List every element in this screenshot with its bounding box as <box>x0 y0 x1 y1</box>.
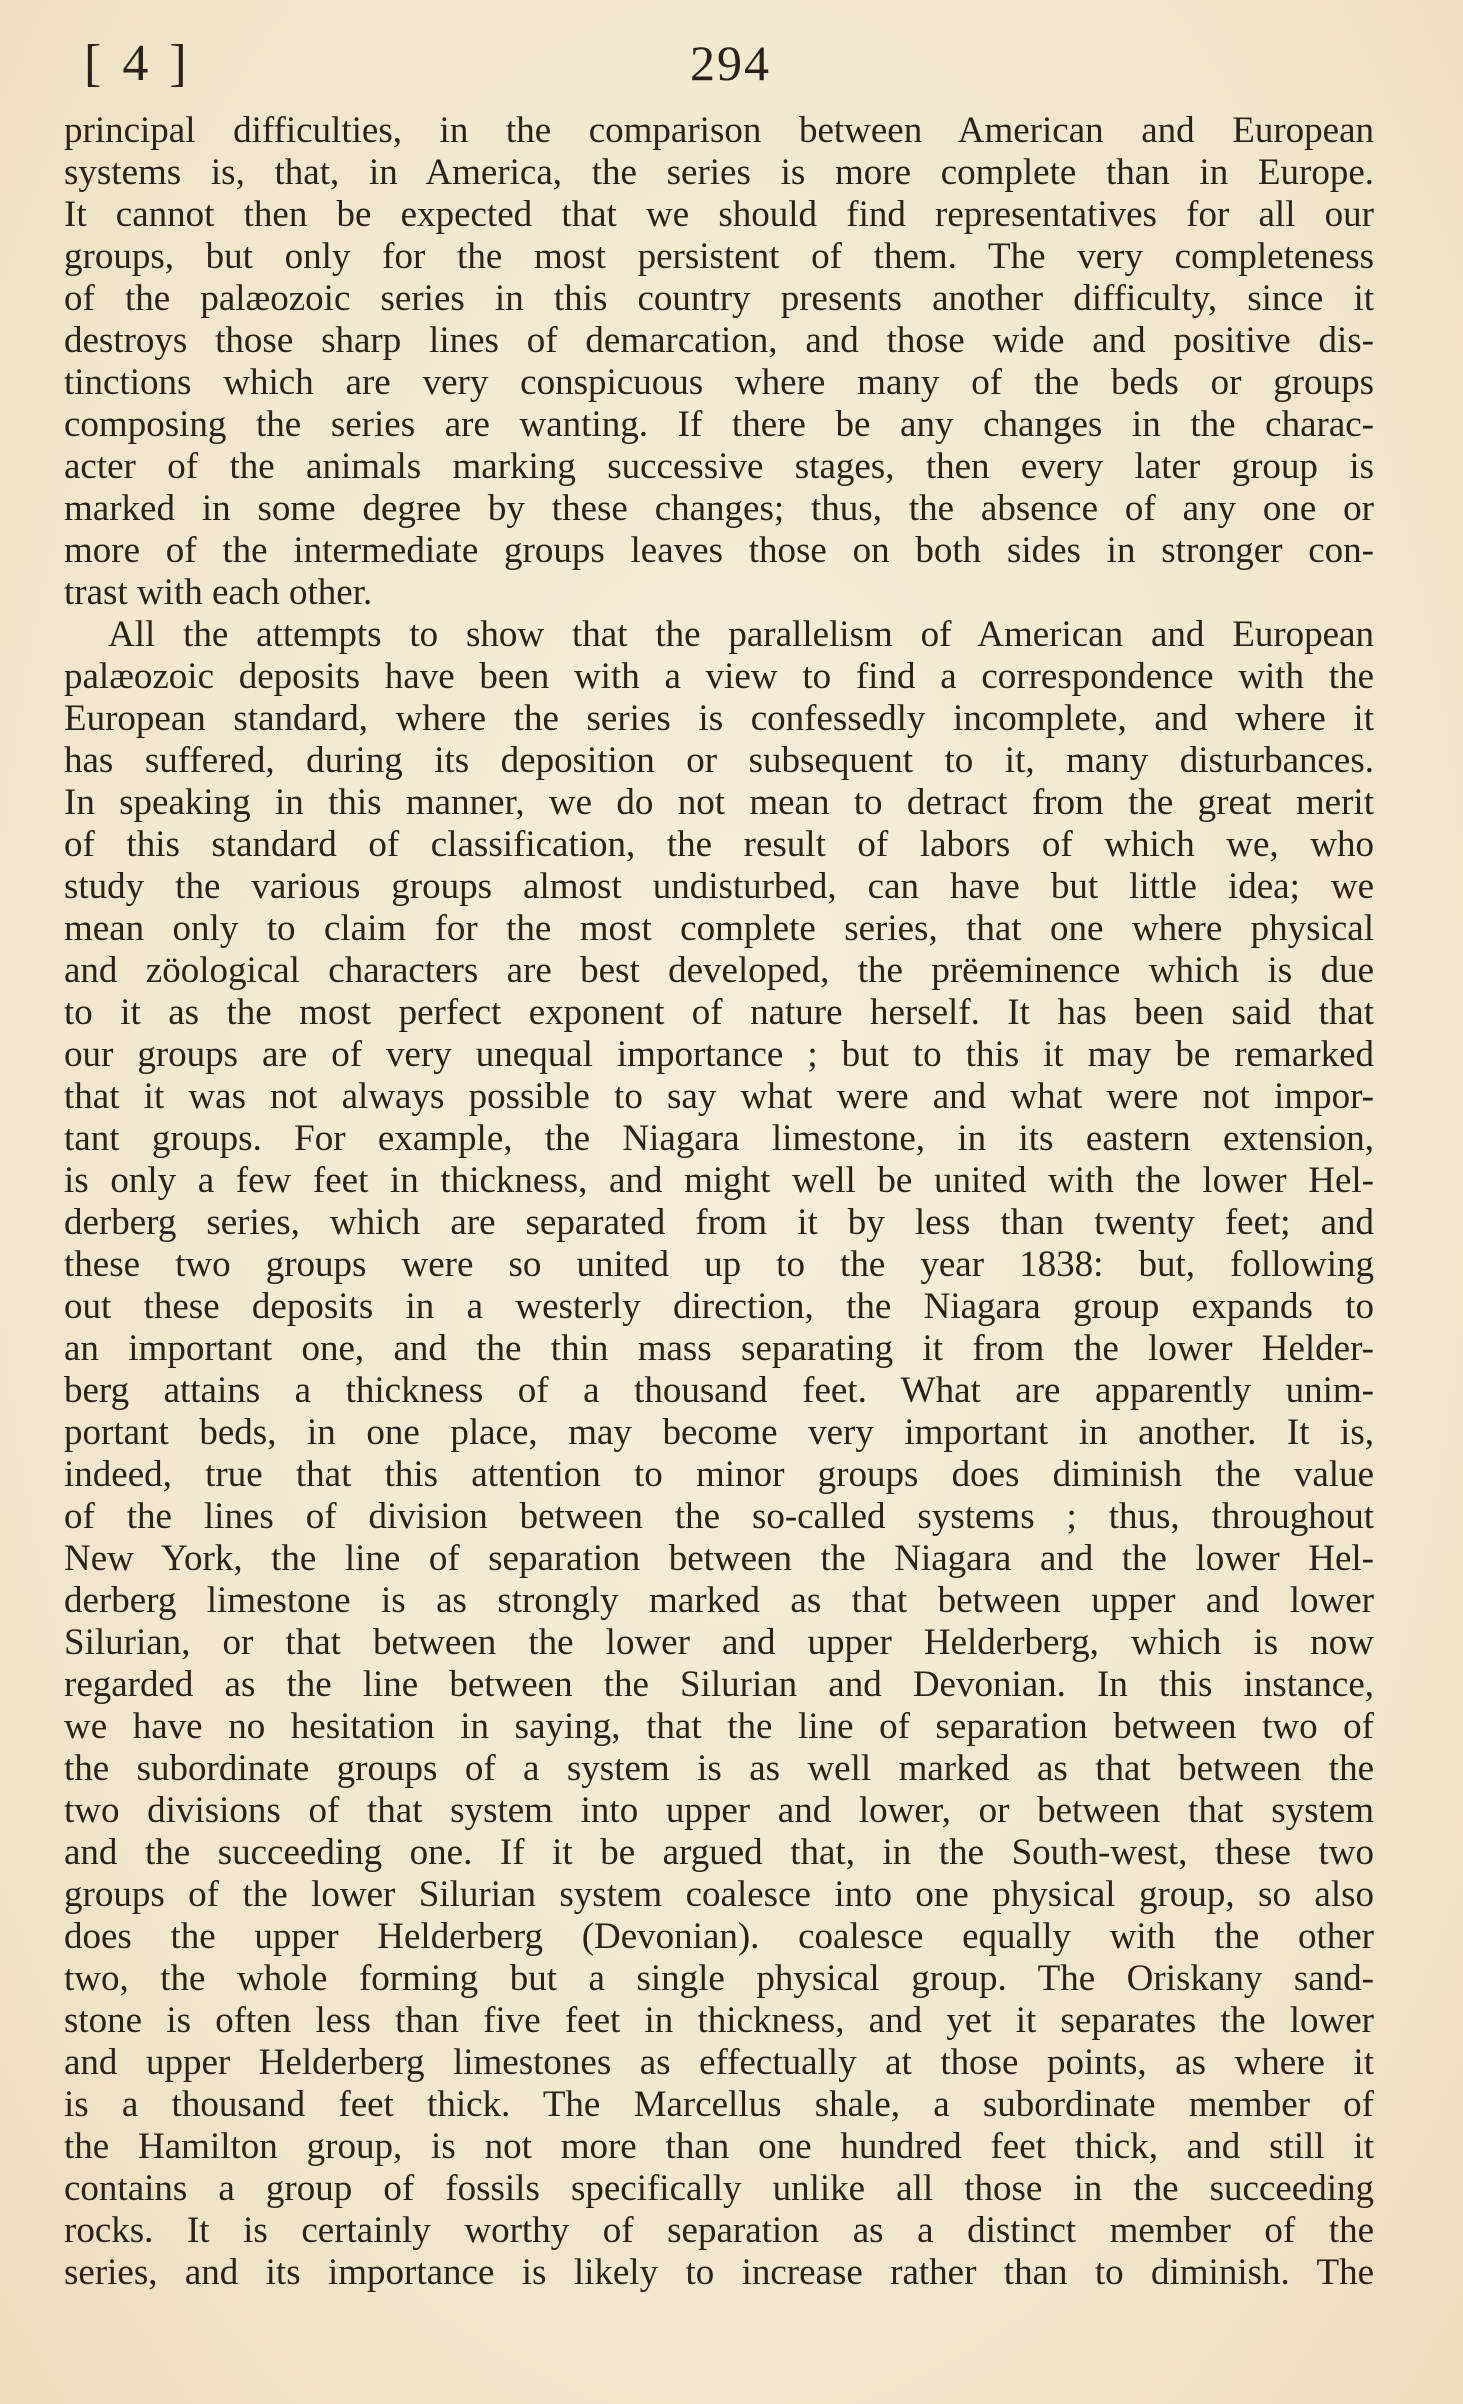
text-line: that it was not always possible to say what were and what were not impor- <box>64 1076 1374 1117</box>
text-line: marked in some degree by these changes; thus, the absence of any one or <box>64 488 1374 529</box>
text-line: principal difficulties, in the comparison between American and European <box>64 110 1374 151</box>
text-line: derberg series, which are separated from it by less than twenty feet; and <box>64 1202 1374 1243</box>
text-line: of this standard of classification, the result of labors of which we, who <box>64 824 1374 865</box>
text-line: All the attempts to show that the parallelism of American and European <box>108 614 1374 655</box>
text-line: to it as the most perfect exponent of nature herself. It has been said that <box>64 992 1374 1033</box>
text-line: mean only to claim for the most complete series, that one where physical <box>64 908 1374 949</box>
text-line: composing the series are wanting. If there be any changes in the charac- <box>64 404 1374 445</box>
text-line: tinctions which are very conspicuous where many of the beds or groups <box>64 362 1374 403</box>
text-line: systems is, that, in America, the series is more complete than in Europe. <box>64 152 1374 193</box>
text-line: derberg limestone is as strongly marked as that between upper and lower <box>64 1580 1374 1621</box>
page-number: 294 <box>690 35 771 91</box>
text-line: destroys those sharp lines of demarcation, and those wide and positive dis- <box>64 320 1374 361</box>
text-line: series, and its importance is likely to increase rather than to diminish. The <box>64 2252 1374 2293</box>
text-line: and zöological characters are best developed, the prëeminence which is due <box>64 950 1374 991</box>
text-line: these two groups were so united up to the year 1838: but, following <box>64 1244 1374 1285</box>
text-line: groups of the lower Silurian system coalesce into one physical group, so also <box>64 1874 1374 1915</box>
text-line: regarded as the line between the Silurian and Devonian. In this instance, <box>64 1664 1374 1705</box>
text-line: is only a few feet in thickness, and might well be united with the lower Hel- <box>64 1160 1374 1201</box>
text-line: more of the intermediate groups leaves those on both sides in stronger con- <box>64 530 1374 571</box>
text-line: palæozoic deposits have been with a view to find a correspondence with the <box>64 656 1374 697</box>
text-line: tant groups. For example, the Niagara limestone, in its eastern extension, <box>64 1118 1374 1159</box>
text-line: the subordinate groups of a system is as well marked as that between the <box>64 1748 1374 1789</box>
text-line: It cannot then be expected that we should find representatives for all our <box>64 194 1374 235</box>
text-line: two divisions of that system into upper and lower, or between that system <box>64 1790 1374 1831</box>
page-header <box>0 28 1463 98</box>
text-line: trast with each other. <box>64 572 373 613</box>
text-line: does the upper Helderberg (Devonian). coalesce equally with the other <box>64 1916 1374 1957</box>
text-line: indeed, true that this attention to minor groups does diminish the value <box>64 1454 1374 1495</box>
text-line: two, the whole forming but a single physical group. The Oriskany sand- <box>64 1958 1374 1999</box>
text-line: and the succeeding one. If it be argued that, in the South-west, these two <box>64 1832 1374 1873</box>
text-line: study the various groups almost undisturbed, can have but little idea; we <box>64 866 1374 907</box>
text-line: and upper Helderberg limestones as effectually at those points, as where it <box>64 2042 1374 2083</box>
text-line: the Hamilton group, is not more than one hundred feet thick, and still it <box>64 2126 1374 2167</box>
text-line: has suffered, during its deposition or subsequent to it, many disturbances. <box>64 740 1374 781</box>
text-line: European standard, where the series is confessedly incomplete, and where it <box>64 698 1374 739</box>
text-line: acter of the animals marking successive stages, then every later group is <box>64 446 1374 487</box>
text-line: of the palæozoic series in this country presents another difficulty, since it <box>64 278 1374 319</box>
text-line: is a thousand feet thick. The Marcellus shale, a subordinate member of <box>64 2084 1374 2125</box>
body-text <box>64 110 1374 2294</box>
text-line: out these deposits in a westerly direction, the Niagara group expands to <box>64 1286 1374 1327</box>
text-line: of the lines of division between the so-called systems ; thus, throughout <box>64 1496 1374 1537</box>
text-line: an important one, and the thin mass separating it from the lower Helder- <box>64 1328 1374 1369</box>
text-line: Silurian, or that between the lower and upper Helderberg, which is now <box>64 1622 1374 1663</box>
signature-mark: [ 4 ] <box>84 35 191 92</box>
text-line: contains a group of fossils specifically unlike all those in the succeeding <box>64 2168 1374 2209</box>
paragraph <box>64 614 1374 2294</box>
text-line: groups, but only for the most persistent of them. The very completeness <box>64 236 1374 277</box>
text-line: New York, the line of separation between the Niagara and the lower Hel- <box>64 1538 1374 1579</box>
text-line: In speaking in this manner, we do not mean to detract from the great merit <box>64 782 1374 823</box>
text-line: portant beds, in one place, may become very important in another. It is, <box>64 1412 1374 1453</box>
text-line: stone is often less than five feet in thickness, and yet it separates the lower <box>64 2000 1374 2041</box>
text-line: rocks. It is certainly worthy of separation as a distinct member of the <box>64 2210 1374 2251</box>
text-line: we have no hesitation in saying, that the line of separation between two of <box>64 1706 1374 1747</box>
text-line: berg attains a thickness of a thousand feet. What are apparently unim- <box>64 1370 1374 1411</box>
paragraph <box>64 110 1374 614</box>
text-line: our groups are of very unequal importance ; but to this it may be remarked <box>64 1034 1374 1075</box>
